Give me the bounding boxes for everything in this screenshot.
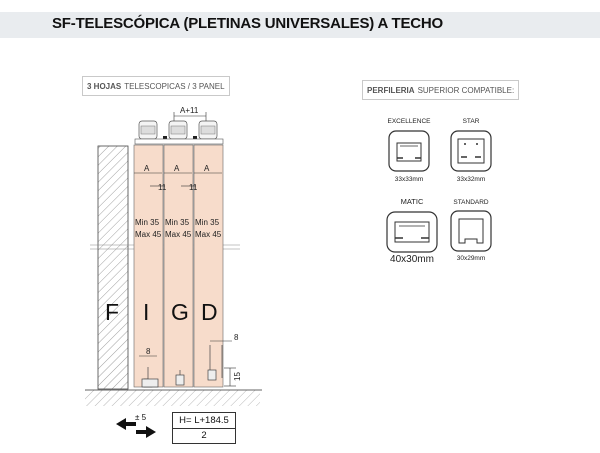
left-label-rest: TELESCOPICAS / 3 PANEL <box>124 81 225 91</box>
panel-d <box>194 145 223 387</box>
height-divisor: 2 <box>201 430 207 441</box>
right-label-bold: PERFILERIA <box>367 85 415 95</box>
letter-i: I <box>143 299 150 325</box>
dim-11-2: 11 <box>189 183 198 192</box>
profile-standard-size-wrap <box>447 255 495 262</box>
profile-star-size-wrap <box>447 176 495 183</box>
max-label-3: Max 45 <box>195 230 222 239</box>
profile-star-icon <box>451 131 491 171</box>
profile-excellence <box>385 118 433 125</box>
profile-standard-size: 30x29mm <box>456 255 486 262</box>
dim-a-plus-11: A+11 <box>180 106 199 115</box>
dim-15: 15 <box>233 372 242 381</box>
profile-excellence-icon <box>389 131 429 171</box>
letter-d: D <box>201 299 218 325</box>
profile-matic-icon <box>387 212 437 252</box>
max-label-2: Max 45 <box>165 230 192 239</box>
profile-standard-name: STANDARD <box>453 199 489 206</box>
letter-f: F <box>105 299 120 325</box>
wall-hatched <box>98 146 128 389</box>
profile-matic-size: 40x30mm <box>390 254 434 265</box>
profile-star-name: STAR <box>462 118 480 125</box>
letter-g: G <box>171 299 189 325</box>
profile-star-size: 33x32mm <box>456 176 486 183</box>
height-formula-box <box>172 412 236 444</box>
page-title: SF-TELESCÓPICA (PLETINAS UNIVERSALES) A TECHO <box>52 15 444 32</box>
dim-11-1: 11 <box>158 183 167 192</box>
dim-a-2: A <box>174 164 180 173</box>
dim-8-side: 8 <box>234 333 239 342</box>
top-rollers <box>135 121 223 144</box>
profile-excellence-name: EXCELLENCE <box>387 118 431 125</box>
movement-label: ± 5 <box>135 413 147 422</box>
dim-a-1: A <box>144 164 150 173</box>
floor-hatched <box>85 390 260 406</box>
min-label-3: Min 35 <box>195 218 220 227</box>
min-label-2: Min 35 <box>165 218 190 227</box>
dim-a-3: A <box>204 164 210 173</box>
left-label-bold: 3 HOJAS <box>87 81 122 91</box>
profile-matic-name: MATIC <box>400 197 424 206</box>
profile-excellence-size: 33x33mm <box>394 176 424 183</box>
panel-g <box>164 145 193 387</box>
min-label-1: Min 35 <box>135 218 160 227</box>
profile-standard-icon <box>451 211 491 251</box>
profile-excellence-size-wrap <box>385 176 433 183</box>
dim-8-bottom: 8 <box>146 347 151 356</box>
height-formula: H= L+184.5 <box>173 413 235 429</box>
profile-matic-size-wrap <box>384 254 440 265</box>
profile-matic <box>387 197 437 206</box>
profile-standard <box>447 199 495 206</box>
max-label-1: Max 45 <box>135 230 162 239</box>
profile-star <box>447 118 495 125</box>
right-label-rest: SUPERIOR COMPATIBLE: <box>417 85 515 95</box>
